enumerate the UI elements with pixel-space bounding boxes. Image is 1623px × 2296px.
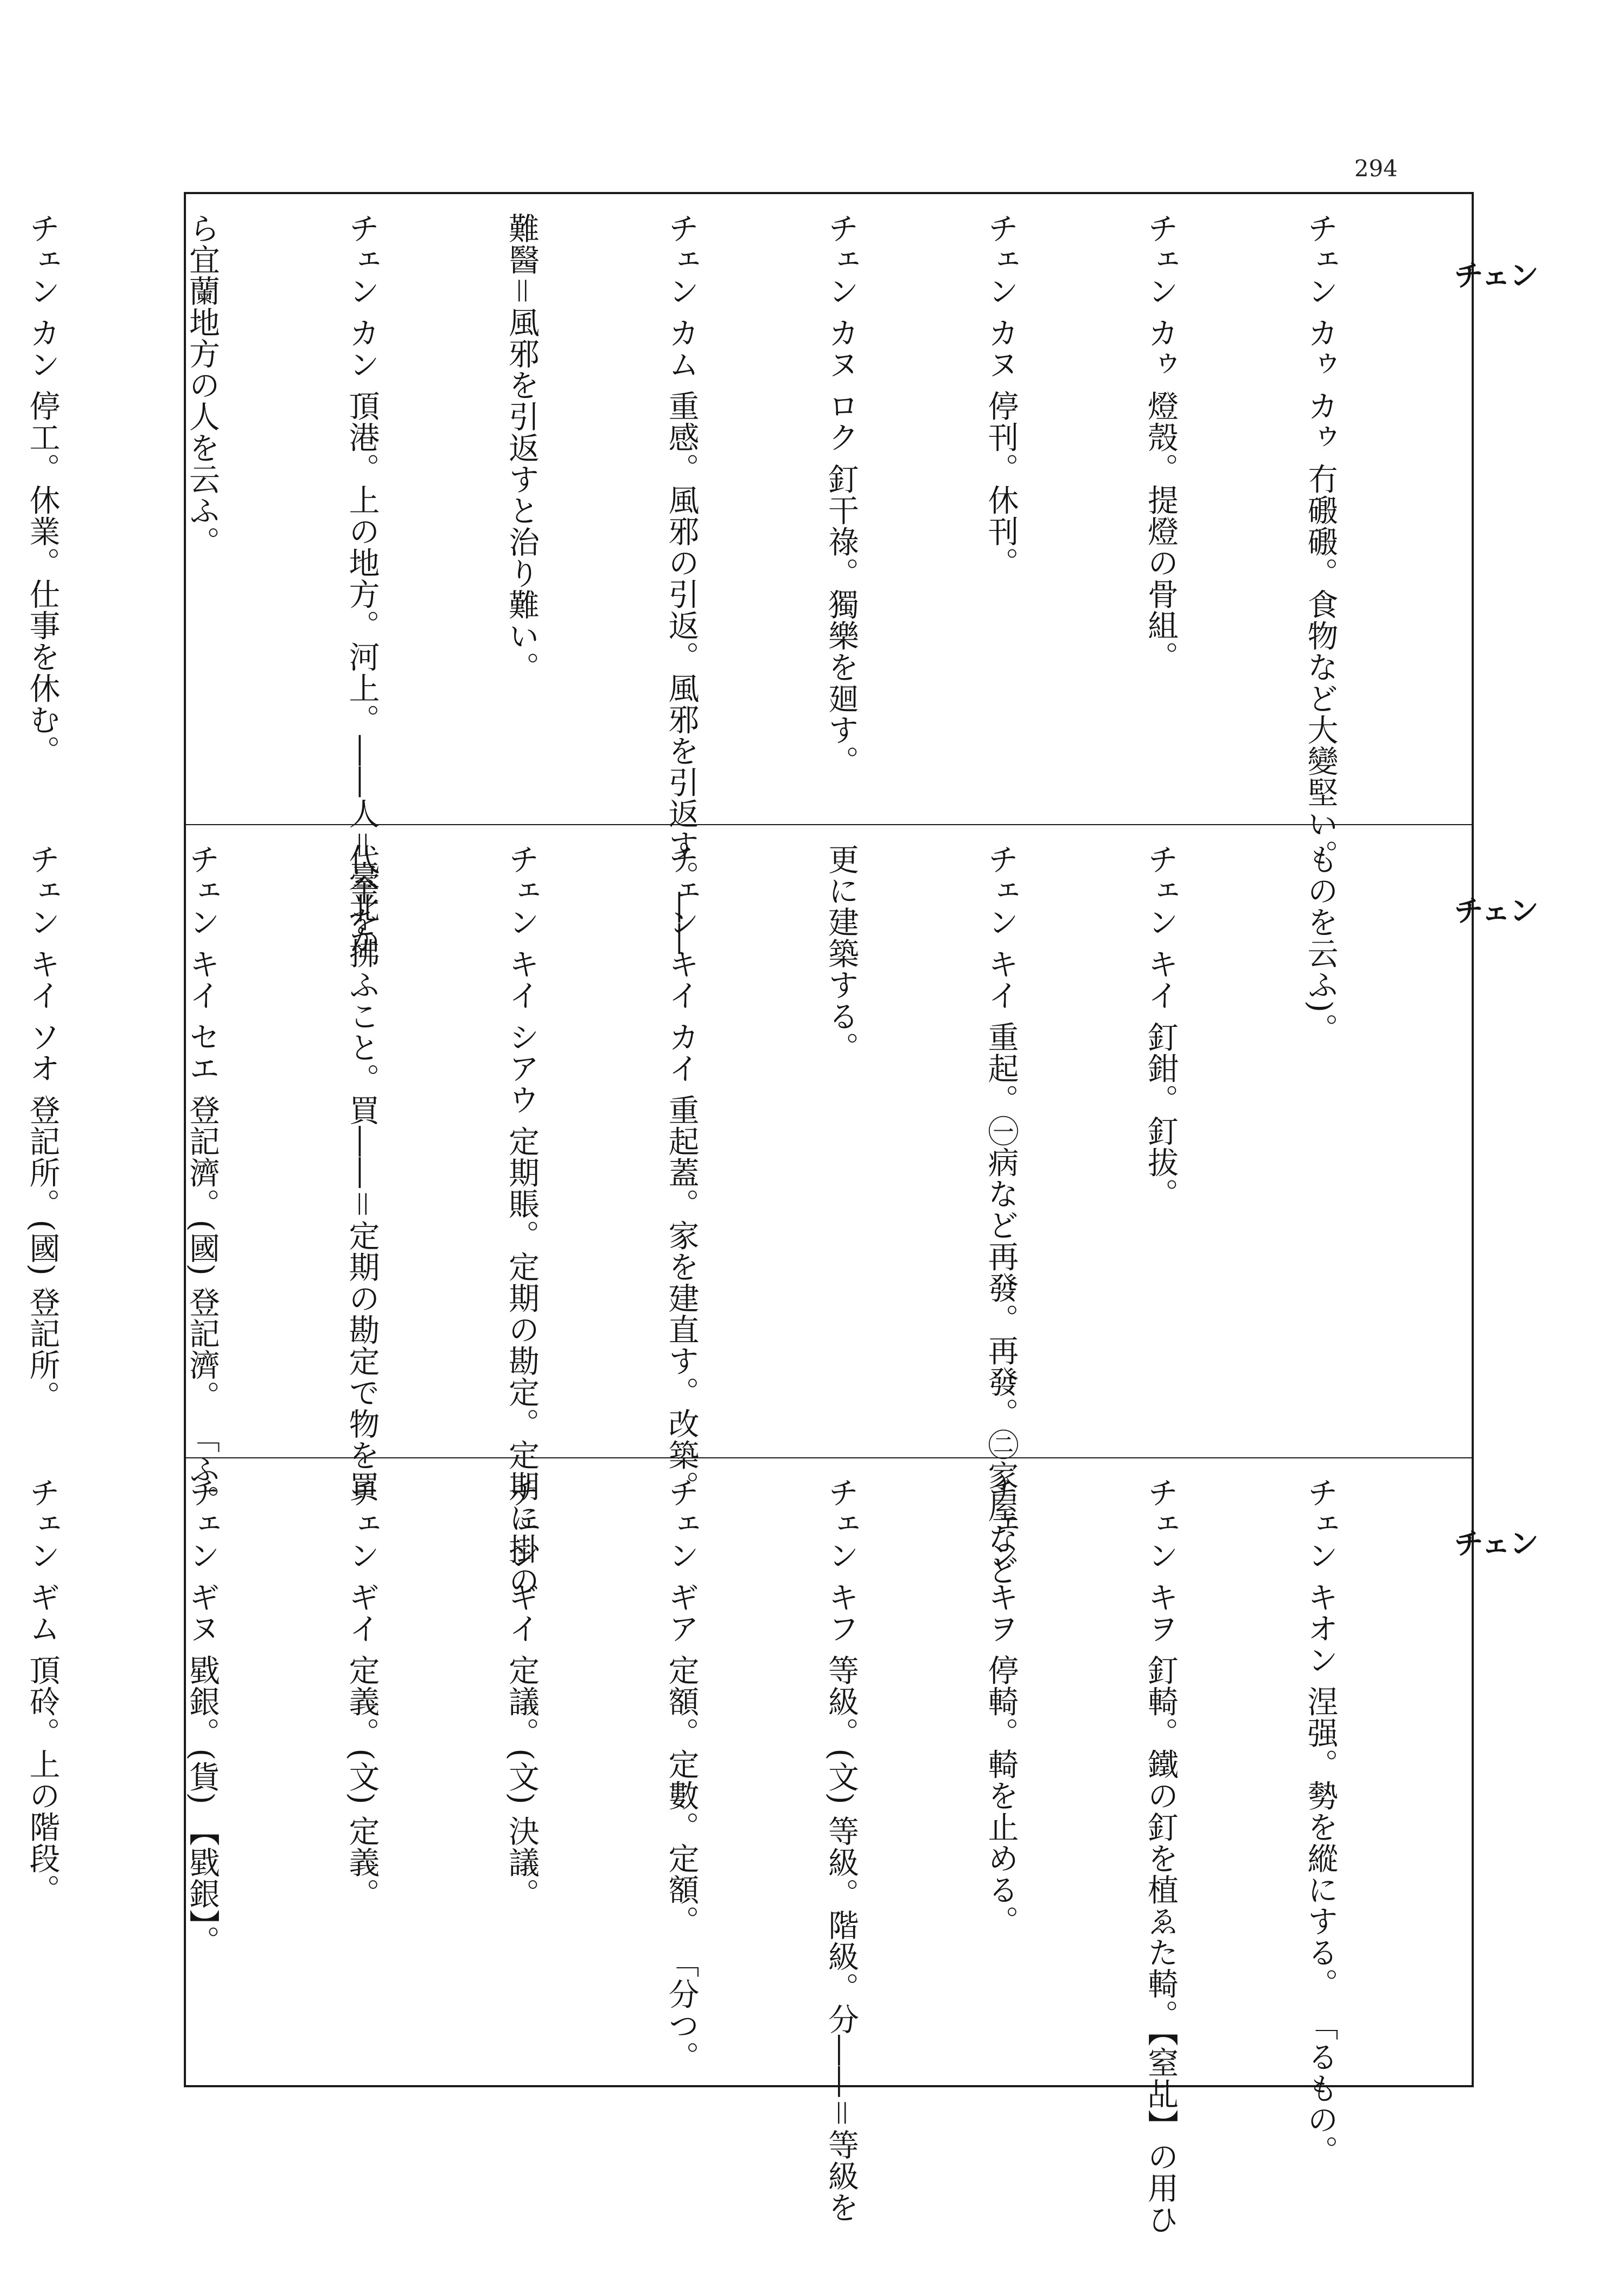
entry-line: チェン キイ 釘鉗。釘拔。: [1142, 844, 1179, 1210]
entry-line: チェン キイ シアウ 定期賬。定期の勘定。定期に掛の: [503, 844, 540, 1596]
entry-line: チェン カゥ 燈殼。提燈の骨組。: [1142, 213, 1179, 673]
entry-line: チェン ギイ 定義。(文) 定義。: [344, 1477, 380, 1909]
tier-bottom: [24, 1458, 1472, 2235]
entry-line: チェン ギア 定額。定數。定額。 「分つ。: [663, 1477, 699, 2073]
entry-line: 難醫＝風邪を引返すと治り難い。: [503, 213, 540, 683]
entry-line: チェン キヲ 停輢。輢を止める。: [983, 1477, 1019, 1937]
entry-line: チェン カム 重感。風邪の引返。風邪を引返す。――: [663, 213, 699, 955]
tier-middle: [24, 825, 1472, 1596]
entry-line: 更に建築する。: [823, 844, 859, 1063]
entry-line: チェン キイ ソオ 登記所。(國) 登記所。: [24, 844, 60, 1412]
running-head: チェン: [1454, 258, 1538, 293]
entry-line: チェン ギム 頂砱。上の階段。: [24, 1477, 60, 1906]
entry-line: チェン キヲ 釘輢。鐵の釘を植ゑた輢。【窒乩】の用ひ: [1142, 1477, 1179, 2235]
entry-line: チェン キイ カイ 重起蓋。家を建直す。改築。: [663, 844, 699, 1502]
entry-line: チェン ギイ 定議。(文) 決議。: [503, 1477, 540, 1909]
page-number: 294: [1354, 155, 1398, 182]
entry-line: ものを云ふ)。: [1302, 844, 1338, 1045]
entry-line: チェン カヌ 停刊。休刊。: [983, 213, 1019, 579]
entry-line: チェン キイ セエ 登記濟。(國) 登記濟。 「ふ。: [184, 844, 220, 1517]
entry-line: チェン カヌ ロク 釘干祿。獨樂を廻す。: [823, 213, 859, 777]
entry-line: チェン キオン 涅强。勢を縱にする。 「るもの。: [1302, 1477, 1338, 2167]
entry-column: [0, 844, 1453, 1596]
entry-line: チェン カゥ カゥ 冇磤磤。食物など大變堅い。: [1302, 213, 1338, 871]
entry-line: チェン キフ 等級。(文) 等級。階級。分――＝等級を: [823, 1477, 859, 2223]
entry-line: チェン カン 頂港。上の地方。河上。――人＝臺北か: [344, 213, 380, 955]
entry-line: 代金を拂ふこと。買――＝定期の勘定で物を買: [344, 844, 380, 1502]
running-head: チェン: [1454, 893, 1538, 928]
entry-line: ら宜蘭地方の人を云ふ。: [184, 213, 220, 558]
entry-line: チェン カン 停工。休業。仕事を休む。: [24, 213, 60, 767]
entry-column: [0, 1477, 1453, 2235]
running-head: チェン: [1454, 1526, 1538, 1561]
entry-line: チェン キイ 重起。㊀病など再發。再發。㊁家屋など: [983, 844, 1019, 1586]
entry-line: チェン ギヌ 戥銀。(貨) 【戥銀】。: [184, 1477, 220, 1957]
dictionary-frame: [24, 192, 1474, 2235]
